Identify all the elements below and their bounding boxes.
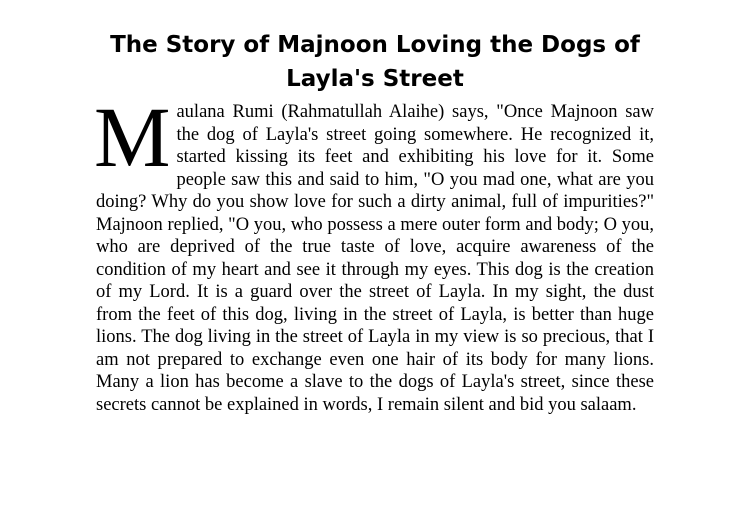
title-line-2: Layla's Street <box>286 66 464 92</box>
story-title <box>0 28 750 96</box>
story-body-text: aulana Rumi (Rahmatullah Alaihe) says, "Once Majnoon saw the dog of Layla's street going somewhere. He recognized it, started kissing its feet and exhibiting his love for it. Some people saw this and said to him, "O you mad one, what are you doing? Why do you show love for such a dirty animal, full of impurities?" Majnoon replied, "O you, who possess a mere outer form and body; O you, who are deprived of the true taste of love, acquire awareness of the condition of my heart and see it through my eyes. This dog is the creation of my Lord. It is a guard over the street of Layla. In my sight, the dust from the feet of this dog, living in the street of Layla, is better than huge lions. The dog living in the street of Layla in my view is so precious, that I am not prepared to exchange even one hair of its body for many lions. Many a lion has become a slave to the dogs of Layla's street, since these secrets cannot be explained in words, I remain silent and bid you salaam. <box>96 102 654 415</box>
title-line-1: The Story of Majnoon Loving the Dogs of <box>110 32 640 58</box>
story-paragraph <box>94 89 654 416</box>
drop-cap-letter: M <box>94 89 171 185</box>
